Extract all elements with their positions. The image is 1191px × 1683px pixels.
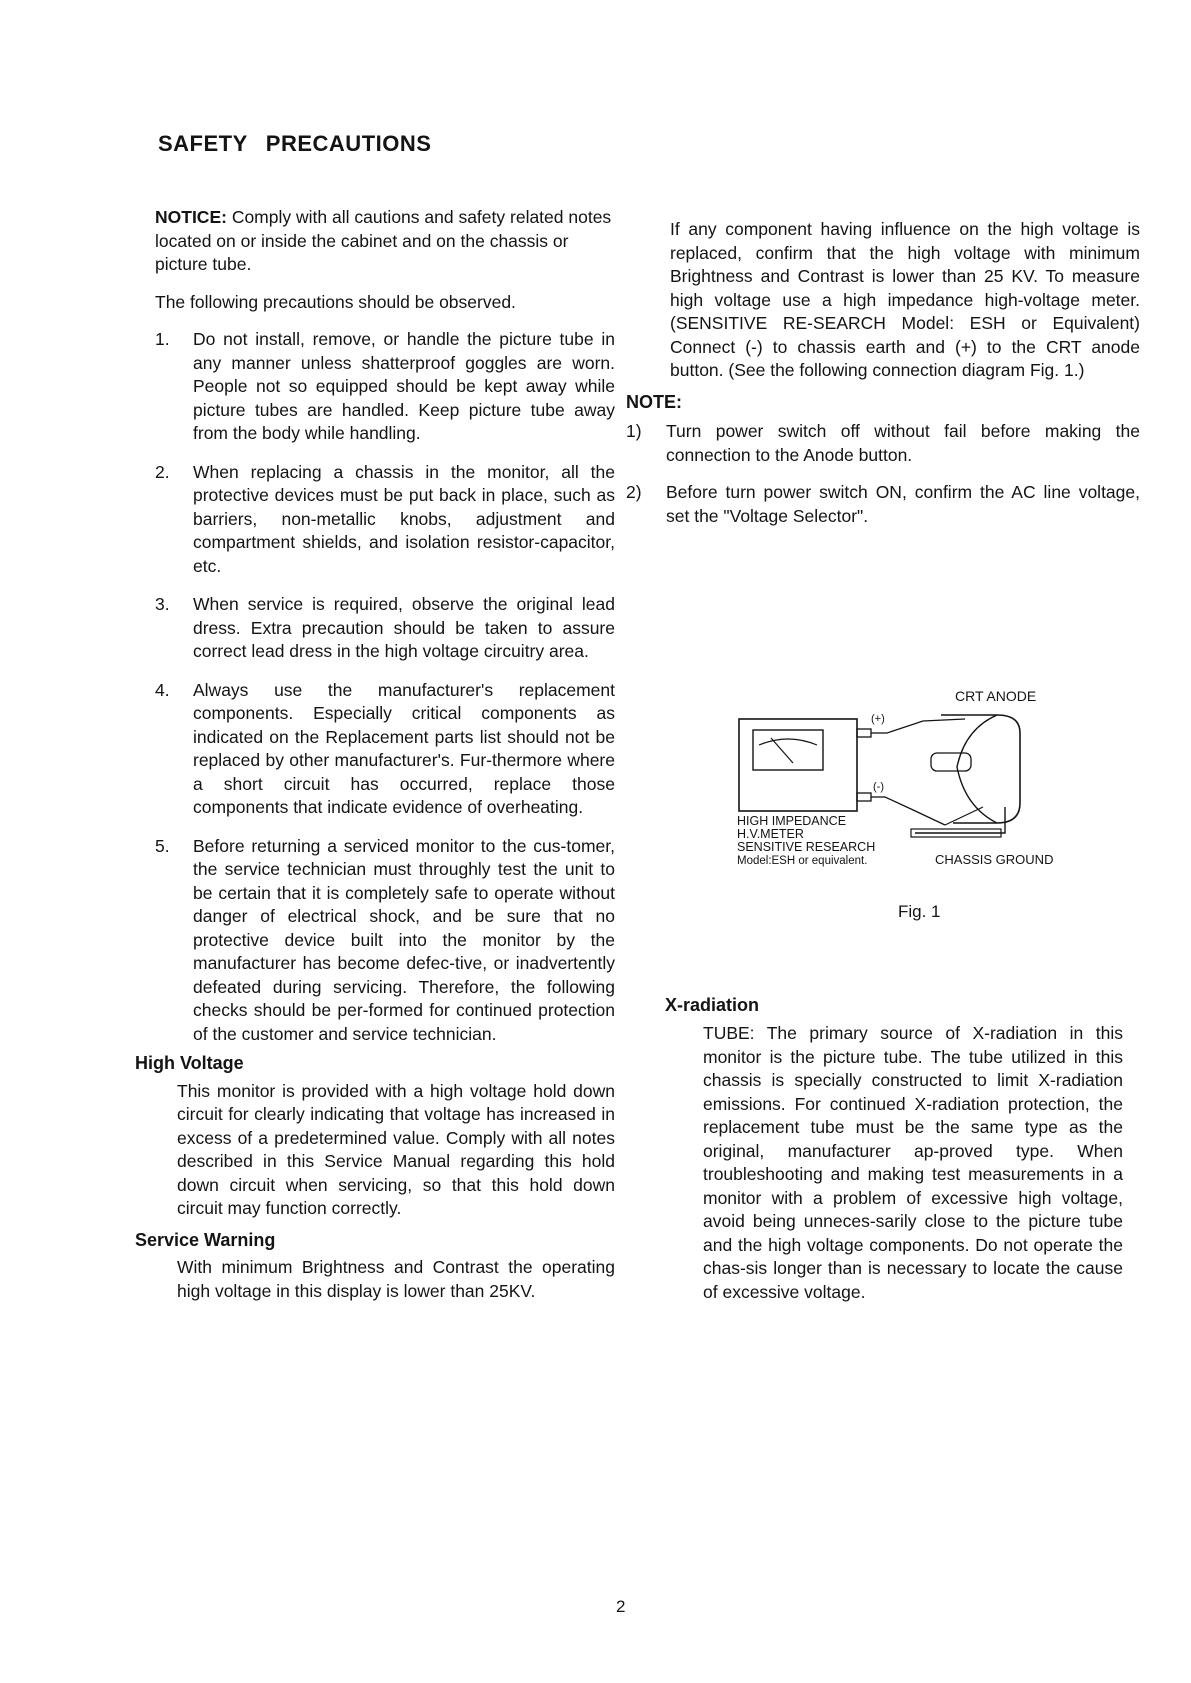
precaution-text: Before returning a serviced monitor to the cus-tomer, the service technician must throughly test the unit to be certain that it is completely safe to operate without danger of electrical shock, and be sure that no protective device built into the monitor by the manufacturer has become defec-tive, or inadvertently defeated during servicing. Therefore, the following checks should be per-formed for continued protection of the customer and service technician. [193, 835, 615, 1044]
note-text: Turn power switch off without fail before making the connection to the Anode button. [666, 421, 1140, 465]
crt-tube [911, 715, 1020, 837]
notes-list [626, 420, 1140, 528]
precaution-number: 3. [155, 594, 170, 614]
note-item [626, 481, 1140, 528]
precaution-item [155, 835, 615, 1047]
left-column [135, 206, 615, 1303]
minus-terminal-label: (-) [873, 781, 884, 793]
precaution-number: 5. [155, 835, 170, 856]
note-text: Before turn power switch ON, confirm the AC line voltage, set the "Voltage Selector". [666, 482, 1140, 526]
note-heading: NOTE: [626, 391, 682, 412]
precaution-text: Do not install, remove, or handle the picture tube in any manner unless shatterproof goggles are worn. People not so equipped should be kept away while picture tubes are handled. Keep picture tube away from the body while handling. [193, 329, 615, 443]
precaution-number: 4. [155, 679, 170, 700]
notice-label: NOTICE: [155, 207, 227, 227]
service-warning-text: With minimum Brightness and Contrast the operating high voltage in this display is lower than 25KV. [177, 1257, 615, 1301]
precautions-list [155, 328, 615, 1046]
chassis-ground-label: CHASSIS GROUND [935, 852, 1054, 867]
right-column [626, 218, 1140, 542]
precaution-item [155, 679, 615, 820]
meter-label-line4: Model:ESH or equivalent. [737, 855, 868, 867]
page-title [158, 131, 431, 157]
precaution-item [155, 328, 615, 446]
hv-meter [739, 719, 857, 811]
meter-label-line3: SENSITIVE RESEARCH [737, 840, 876, 854]
title-word-safety: SAFETY [158, 131, 248, 156]
precaution-text: Always use the manufacturer's replacement components. Especially critical components as indicated on the Replacement parts list should not be replaced by other manufacturer's. Fur-thermore where a short circuit has occurred, replace those components that indicate evidence of overheating. [193, 679, 615, 817]
title-word-precautions: PRECAUTIONS [265, 131, 432, 156]
notice-text: Comply with all cautions and safety related notes located on or inside the cabinet and on the chassis or picture tube. [155, 207, 612, 274]
page-number: 2 [616, 1597, 626, 1616]
x-radiation-heading: X-radiation [665, 995, 760, 1015]
note-item [626, 420, 1140, 467]
crt-anode-label: CRT ANODE [955, 688, 1037, 704]
meter-leads [857, 719, 965, 825]
note-number: 1) [626, 421, 642, 441]
observe-text: The following precautions should be observed. [155, 291, 516, 312]
high-voltage-heading: High Voltage [135, 1053, 244, 1073]
meter-label-line1: HIGH IMPEDANCE [737, 814, 847, 828]
meter-label-line2: H.V.METER [737, 827, 804, 841]
plus-terminal-label: (+) [871, 713, 885, 725]
precaution-number: 1. [155, 329, 170, 349]
high-voltage-text: This monitor is provided with a high voltage hold down circuit for clearly indicating that voltage has increased in excess of a predetermined value. Comply with all notes described in this Service Manual regarding this hold down circuit when servicing, so that this hold down circuit may function correctly. [177, 1080, 615, 1218]
figure-caption: Fig. 1 [898, 902, 941, 921]
high-voltage-check-text: If any component having influence on the high voltage is replaced, confirm that the high voltage with minimum Brightness and Contrast is lower than 25 KV. To measure high voltage use a high impedance high-voltage meter.(SENSITIVE RE-SEARCH Model: ESH or Equivalent) Connect (-) to chassis earth and (+) to the CRT anode button. (See the following connection diagram Fig. 1.) [670, 219, 1140, 380]
service-warning-heading: Service Warning [135, 1229, 276, 1250]
precaution-text: When replacing a chassis in the monitor, all the protective devices must be put back in place, such as barriers, non-metallic knobs, adjustment and compartment shields, and isolation resistor-capacitor, etc. [193, 461, 615, 576]
precaution-item [155, 461, 615, 579]
precaution-number: 2. [155, 461, 170, 482]
precaution-item [155, 593, 615, 664]
precaution-text: When service is required, observe the original lead dress. Extra precaution should be taken to assure correct lead dress in the high voltage circuitry area. [193, 594, 615, 661]
note-number: 2) [626, 482, 642, 502]
notice-paragraph [155, 206, 615, 277]
x-radiation-text: TUBE: The primary source of X-radiation in this monitor is the picture tube. The tube utilized in this chassis is specially constructed to limit X-radiation emissions. For continued X-radiation protection, the replacement tube must be the same type as the original, manufacturer ap-proved type. When troubleshooting and making test measurements in a monitor with a problem of excessive high voltage, avoid being unneces-sarily close to the picture tube and the high voltage components. Do not operate the chas-sis longer than is necessary to locate the cause of excessive voltage. [703, 1023, 1123, 1302]
connection-diagram [735, 685, 1095, 910]
